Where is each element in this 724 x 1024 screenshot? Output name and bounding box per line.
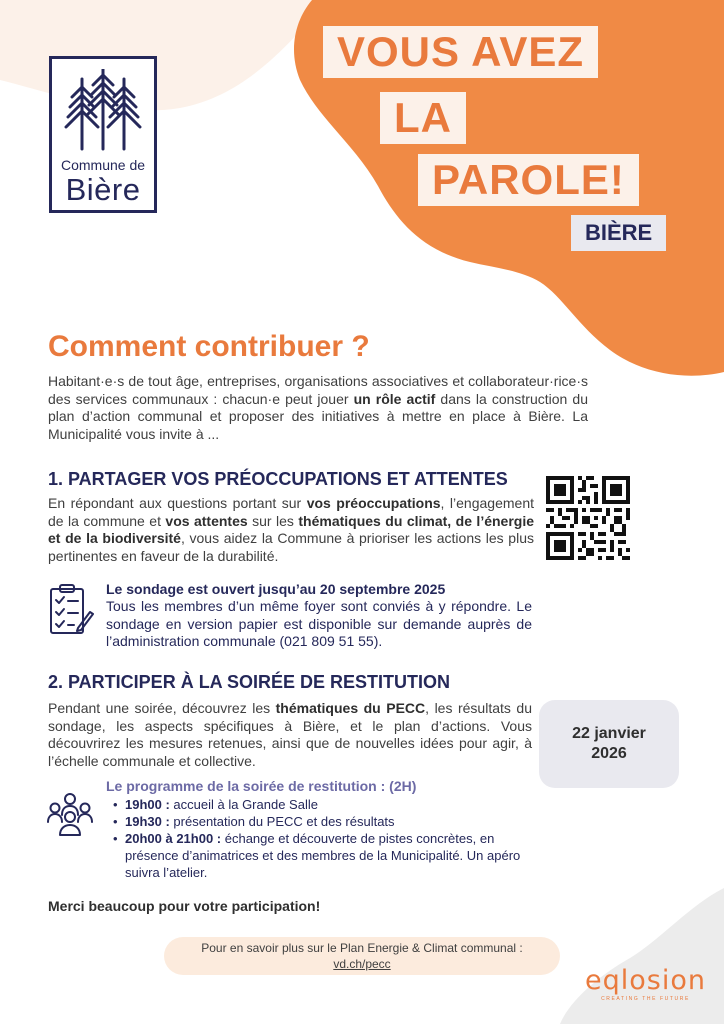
program-title: Le programme de la soirée de restitution : (2H) xyxy=(106,778,417,794)
brand-name: eqlosion xyxy=(585,965,706,996)
survey-deadline: Le sondage est ouvert jusqu’au 20 septembre 2025 xyxy=(106,581,446,597)
section-1-title: 1. PARTAGER VOS PRÉOCCUPATIONS ET ATTENTES xyxy=(48,469,508,489)
headline-line-2: LA xyxy=(380,92,466,144)
logo-text-line1: Commune de xyxy=(60,157,146,173)
location-badge: BIÈRE xyxy=(571,215,666,251)
section-2-paragraph: Pendant une soirée, découvrez les thématiques du PECC, les résultats du sondage, les aspects spécifiques à Bière, et le plan d’actions. Vous découvrirez les mesures retenues, ainsi que de nouvelles idées pour agir, à l’échelle communale et collective. xyxy=(48,700,532,769)
brand-tagline: CREATING THE FUTURE xyxy=(601,996,690,1002)
program-item: • 19h30 : présentation du PECC et des résultats xyxy=(110,813,534,830)
headline-line-1: VOUS AVEZ xyxy=(323,26,598,78)
survey-details: Tous les membres d’un même foyer sont conviés à y répondre. Le sondage en version papier est disponible sur demande auprès de l’administration communale (021 809 51 55). xyxy=(106,598,532,649)
brand-logo xyxy=(585,966,706,1002)
thanks-message: Merci beaucoup pour votre participation! xyxy=(48,898,321,914)
page-title: Comment contribuer ? xyxy=(48,330,370,363)
headline-line-3: PAROLE! xyxy=(418,154,639,206)
people-group-icon xyxy=(46,793,94,837)
event-date-day: 22 janvier xyxy=(572,725,646,742)
intro-paragraph: Habitant·e·s de tout âge, entreprises, organisations associatives et collaborateur·rice·s des services communaux : chacun·e peut jouer un rôle actif dans la construction du plan d’action communal et proposer des initiatives à mettre en place à Bière. La Municipalité vous invite à ... xyxy=(48,373,588,442)
event-date-year: 2026 xyxy=(591,745,627,762)
clipboard-checklist-icon xyxy=(48,582,94,636)
section-1-paragraph: En répondant aux questions portant sur vos préoccupations, l’engagement de la commune et vos attentes sur les thématiques du climat, de l’énergie et de la biodiversité, vous aidez la Commune à prioriser les actions les plus pertinentes en faveur de la durabilité. xyxy=(48,495,535,564)
pine-trees-icon xyxy=(60,69,146,153)
section-2-title: 2. PARTICIPER À LA SOIRÉE DE RESTITUTION xyxy=(48,672,451,692)
program-item: • 19h00 : accueil à la Grande Salle xyxy=(110,796,534,813)
program-list xyxy=(110,796,534,881)
commune-logo xyxy=(49,56,157,213)
survey-qr-code[interactable] xyxy=(546,476,630,560)
pecc-link[interactable]: vd.ch/pecc xyxy=(333,957,391,971)
logo-text-line2: Bière xyxy=(65,172,141,207)
program-item: • 20h00 à 21h00 : échange et découverte de pistes concrètes, en présence d’animatrices et des membres de la Municipalité. Un apéro suivra l’atelier. xyxy=(110,830,534,881)
info-footer xyxy=(164,937,560,975)
event-date xyxy=(539,700,679,788)
footer-text: Pour en savoir plus sur le Plan Energie & Climat communal : xyxy=(201,941,523,955)
grey-blob xyxy=(560,888,724,1024)
